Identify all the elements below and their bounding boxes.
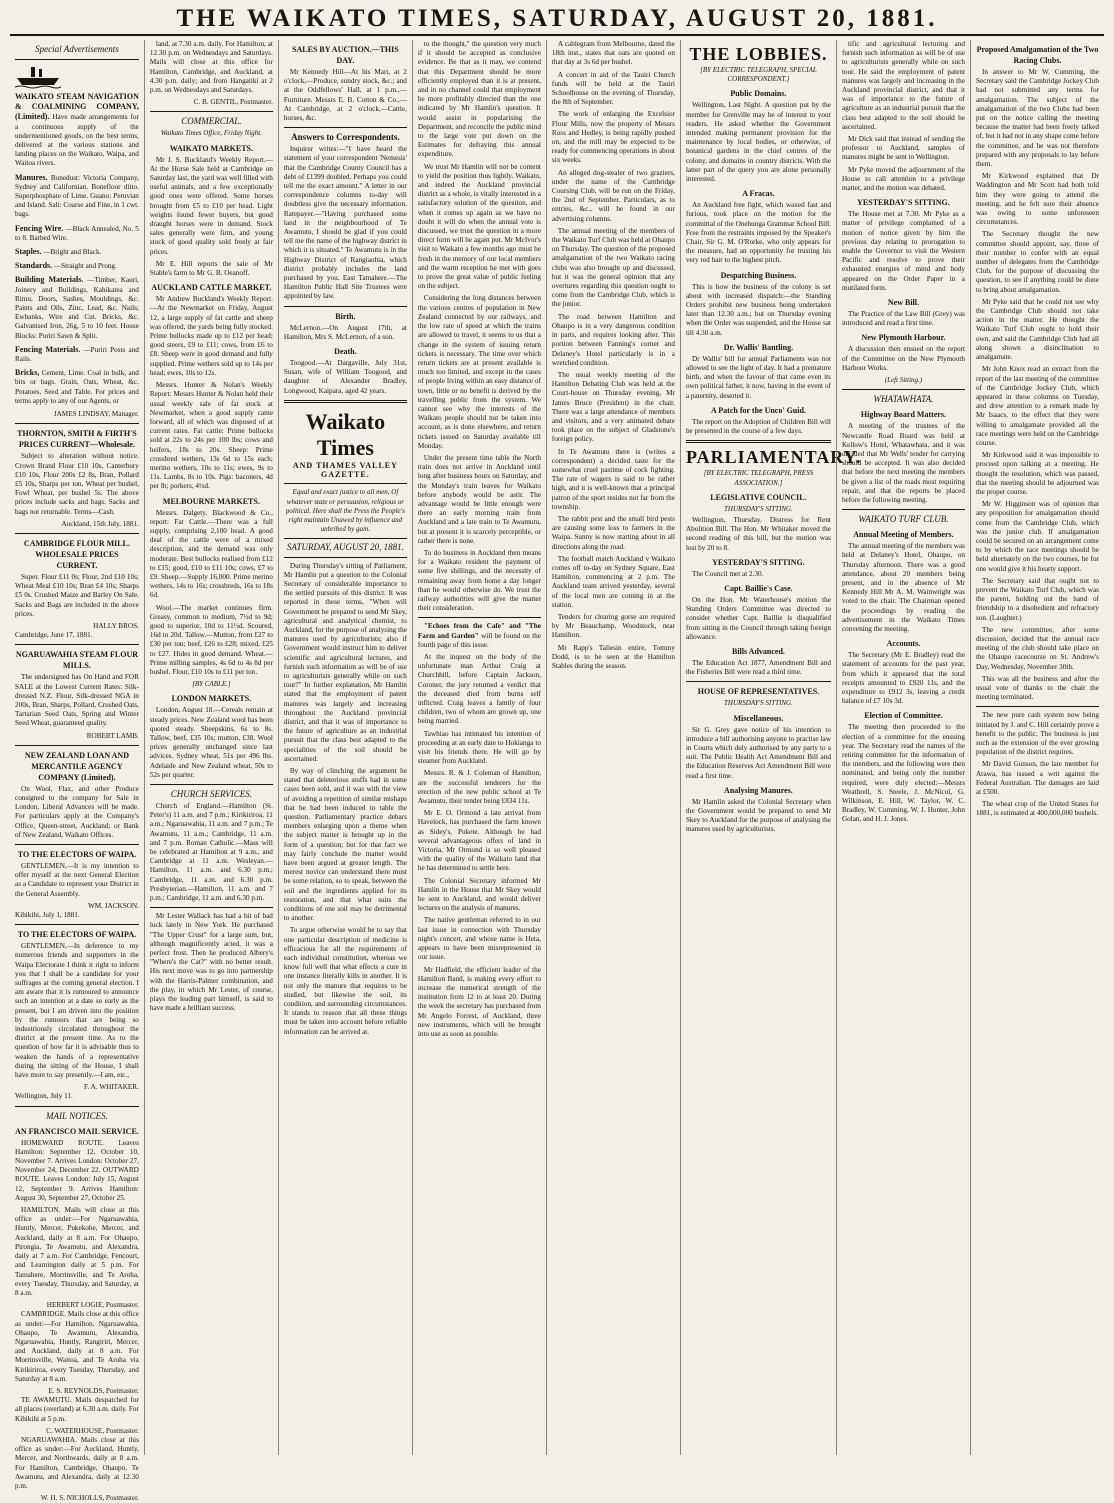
mail-body: CAMBRIDGE. Mails close at this office as under:—For Hamilton, Ngaruawahia, Ohaupo, Te Awamutu, Alexandra, Ngaruawahia, Huntly, Rangiriri, Mercer, and Auckland, daily at 8 a.m. For Morrinsville, Waitoa, and Te Aroha via Kirikiriroa, every Tuesday, Thursday, and Saturday at 8 a.m. xyxy=(15,1310,139,1383)
divider xyxy=(284,306,407,307)
section-heading: CHURCH SERVICES. xyxy=(170,789,253,800)
dateline: Kihikihi, July 1, 1881. xyxy=(15,911,80,919)
article-body: Wellington, Last Night. A question put by the member for Grenville may be of interest to your readers. He asked whether the Government intended making permanent provision for the maintenance by local bodies, or otherwise, of botanical gardens in the chief centres of the colony, and domains in country districts. With the latter part of the query you are alone personally interested. xyxy=(685,101,831,184)
divider xyxy=(15,59,139,60)
signature: E. S. REYNOLDS, Postmaster. xyxy=(48,1386,139,1395)
section-subheading: [BY ELECTRIC TELEGRAPH, PRESS ASSOCIATION.] xyxy=(703,469,814,487)
notice-heading: Birth. xyxy=(335,311,356,321)
dateline: Cambridge, June 17, 1881. xyxy=(15,631,93,640)
news-item: In Te Awamutu there is (writes a correspondent) a decided taste for the somewhat cruel pastime of cock fighting. The rate of wagers is said to be rather high, and it is well-known that a principal patron of the sport resides not far from the township. xyxy=(551,447,675,511)
divider xyxy=(284,483,407,484)
article-body: This is how the business of the colony is set about with increased dispatch:—the Standing Orders prohibit new business being undertaken later than 12.30 a.m.; but on Thursday evening when the Order was suspended, and the House sat till 4.30 a.m. xyxy=(685,282,831,337)
article-heading: A Patch for the Unco' Guid. xyxy=(710,405,806,415)
ad-body: Subject to alteration without notice. Crown Brand Flour £10 10s, Canterbury £10 10s, Flour 200s £2 8s, Bran, Pollard £5 10s, Sharps per ton, Wheat per bushel, Fowl Wheat, per bushel 5s. The above prices include sacks and bags. Sacks and bags not returnable. Terms—Cash. xyxy=(15,452,139,516)
ad-heading: TO THE ELECTORS OF WAIPA. xyxy=(17,930,137,940)
article-body: An Auckland free fight, which waxed fast and furious, took place on the motion for the committal of the Onehunga Grammar School Bill. Free from the restraints imposed by the Speaker's Chair, Sir G. M. O'Rorke, who only appears for the measure, had an opportunity for trusting his very red hair to the highest pitch. xyxy=(685,201,831,265)
article-heading: Public Domains. xyxy=(730,89,787,99)
divider xyxy=(976,706,1099,707)
divider xyxy=(150,907,273,908)
divider xyxy=(15,644,139,645)
ad-body: Super. Flour £11 0s; Flour, 2nd £10 10s; Wheat Meal £10 10s; Bran £4 10s; Sharps £5 0s. Crushed Maize and Barley On Sale. Sacks and Bags are included in the above prices. xyxy=(15,572,139,618)
article-body: Mr E. Hill reports the sale of Mr Stable's farm to Mr G. B. Oeanoff. xyxy=(149,259,273,278)
article-body: A discussion then ensued on the report of the Committee on the New Plymouth Harbour Works. xyxy=(841,345,965,372)
news-item: An alleged dog-stealer of two graziers, under the name of the Cambridge Coursing Club, will be run on the Friday, the 2nd of September. Particulars, as to entries, &c., will be found in our advertising columns. xyxy=(551,168,675,223)
ad-body: GENTLEMEN,—In deference to my numerous friends and supporters in the Waipa Electorate I think it right to inform you that I shall be a candidate for your suffrages at the coming general election. I am aware that it is rumoured to announce such an intention at a date so early as the present, but I am driven into the position by the rumours that are being so industriously circulated throughout the district at the present time. As to the question of how far it is advisable thus to weaken the hands of a representative during the sitting of the House, I shall have more to say presently.—I am, etc., xyxy=(15,942,139,1080)
signature: HERBERT LOGIE, Postmaster. xyxy=(46,1301,139,1310)
article-body: Mr Pyke said that he could not see why the Cambridge Club should not take action in the matter. He thought the Waikato Turf Club ought to hold their own, and said the Cambridge Club had all along shown a disinclination to amalgamate. xyxy=(975,297,1099,362)
article-body: The Practice of the Law Bill (Grey) was introduced and read a first time. xyxy=(841,310,965,328)
divider xyxy=(418,617,541,618)
divider xyxy=(284,557,407,558)
masthead xyxy=(10,4,1104,36)
article-body: The wheat crop of the United States for 1881, is estimated at 400,000,000 bushels. xyxy=(975,800,1099,818)
mail-body: HAMILTON. Mails will close at this office as under:—For Ngaruawahia, Huntly, Mercer, Pukekohe, Mercer, and Auckland, daily at 8 a.m. For Ohaupo, Pirongia, Te Awamutu, and Alexandra, daily at 7 a.m. For Cambridge, Fencourt, and Leamington daily at 5 p.m. For Tamahere, Morrinsville, and Te Aroha, every Tuesday, Thursday, and Saturday, at 8 a.m. xyxy=(15,1206,139,1297)
newspaper-title: Waikato Times xyxy=(305,408,386,460)
news-item: The road between Hamilton and Ohaupo is in a very dangerous condition in parts, and requires looking after. This portion between Fanning's corner and Delaney's Hotel particularly is in a wretched condition. xyxy=(551,312,675,367)
divider xyxy=(15,924,139,925)
section-subheading: [BY ELECTRIC TELEGRAPH, SPECIAL CORRESPONDENT.] xyxy=(700,66,817,84)
notice-body: Toogood.—At Dargaville, July 31st, Susan, wife of William Toogood, and daughter of Alexander Bradley, Longwood, Kaipara, aged 42 years. xyxy=(283,359,407,395)
signature: W. H. S. NICHOLLS, Postmaster. xyxy=(40,1494,139,1503)
news-item: A concert in aid of the Tauiri Church funds will be held at the Tauiri Schoolhouse on the evening of Thursday, the 8th of September. xyxy=(551,70,675,107)
article-body: Mr Kirkwood said it was impossible to proceed upon talking at a meeting. He thought the resolution, which was passed, that the meeting should be adjourned was the proper course. xyxy=(975,451,1099,496)
divider xyxy=(284,538,407,539)
section-heading: THE LOBBIES. xyxy=(689,44,828,64)
signature: C. WATERHOUSE, Postmaster. xyxy=(46,1426,139,1435)
news-item: The native gentleman referred to in our last issue in connection with Thursday night's concert, and whose name is Heta, appears to have been misrepresented in our issue. xyxy=(417,916,541,962)
divider xyxy=(842,389,965,390)
newspaper-subtitle: AND THAMES VALLEY GAZETTE. xyxy=(292,460,398,480)
article-heading: YESTERDAY'S SITTING. xyxy=(712,557,805,567)
leader-paragraph: Under the present time table the North train does not arrive in Auckland until long after business hours on Saturday, and the Monday's train leaves for Waikato before anybody would be astir. The advantage would be little enough were there an early morning train from Auckland and a late train to Te Awamutu, but at present it is scarcely perceptible, or rather there is none. xyxy=(417,453,541,545)
article-body: The Secretary thought the new committee should appoint, say, three of their number to confer with an equal number of delegates from the Cambridge Club, for the purpose of discussing the question, to see if anything could be done to bring about amalgamation. xyxy=(975,230,1099,294)
article-body: The new pure cash system now being initiated by J. and C. Hill certainly prove a benefit to the public. The business is just such as the extension of the ever growing population of the district requires. xyxy=(975,711,1099,757)
news-item: At the inquest on the body of the unfortunate man Arthur Craig at Churchhill, before Captain Jackson, Coroner, the jury returned a verdict that the deceased died from burns self inflicted. Craig leaves a family of four children, two of whom are grown up, one being married. xyxy=(417,653,541,726)
news-item: The rabbit pest and the small bird pests are causing some loss to farmers in the Waipa. Sunny is now starting about in all directions along the road. xyxy=(551,514,675,551)
article-heading: Bills Advanced. xyxy=(731,646,785,656)
news-item: Mr Hadfield, the efficient leader of the Hamilton Band, is making every effort to increase the numerical strength of the institution from 12 to at least 20. During the week the secretary has purchased from Mr Angelo Forrest, of Auckland, three new instruments, which will be brought into use as soon as possible. xyxy=(417,965,541,1038)
mail-heading: MAIL NOTICES. xyxy=(46,1110,108,1121)
article-body: The annual meeting of the members was held at Delaney's Hotel, Ohaupo, on Thursday afternoon. There was a good attendance, about 20 members being present, and in the absence of Mr Kennedy Hill Mr A. M. Wainwright was voted to the chair. The Chairman opened the proceedings by reading the advertisement in the Waikato Times convening the meeting. xyxy=(841,542,965,633)
column-5 xyxy=(546,40,680,1455)
mail-body: HOMEWARD ROUTE. Leaves Hamilton: September 12, October 10, November 7. Arrives London: October 27, November 24, December 22. OUTWARD ROUTE. Leaves London: July 15, August 12, September 9. Arrives Hamilton: August 30, September 27, October 25. xyxy=(15,1138,139,1202)
ad-heading: CAMBRIDGE FLOUR MILL. WHOLESALE PRICES CURRENT. xyxy=(23,538,130,570)
news-item: "Echoes from the Cafe" and "The Farm and Garden" will be found on the fourth page of this issue. xyxy=(417,622,541,649)
news-item: The usual weekly meeting of the Hamilton Debating Club was held at the Court-house on Thursday evening, Mr James Bruce (President) in the chair. There was a large attendance of members and visitors, and a very animated debate took place on the subject of Gladstone's foreign policy. xyxy=(551,370,675,444)
divider xyxy=(15,1106,139,1107)
signature: F. A. WHITAKER. xyxy=(84,1083,139,1092)
column-1 xyxy=(10,40,144,1503)
ad-heading: NEW ZEALAND LOAN AND MERCANTILE AGENCY COMPANY (Limited). xyxy=(24,750,129,782)
column-6 xyxy=(680,40,862,1455)
article-body: Mr Lester Wallack has had a bit of bad luck lately in New York. He purchased "The Upper Crust" for a large sum, but, although magnificently acted, it was a perfect frost. Then he produced Albery's "Where's the Cat?" with no better result. His next move was to go into partnership with the Harris-Palmer combination, and the play, in which Mr Lester, of course, plays the leading part himself, is said to have made a brilliant success. xyxy=(149,912,273,1013)
article-body: Mr W. Higginson was of opinion that any proposition for amalgamation should come from the Cambridge Club, which was the junior club. If amalgamation could be secured on an arrangement come to by which the race meetings should be held alternately on the two courses, he for one would give it his hearty support. xyxy=(975,500,1099,573)
article-body: Mr Kirkwood explained that Dr Waddington and Mr Scott had both told him they were going to attend the meeting, and he felt sure their absence was owing to some unforeseen circumstances. xyxy=(975,172,1099,227)
newspaper-date: SATURDAY, AUGUST 20, 1881. xyxy=(286,542,404,553)
article-body: tific and agricultural lecturing and furnish such information as will be of use to agriculturists generally while on such tour. He said the employment of patent manures was largely and increasing in the Auckland provincial district, and that it was of importance to the future of agriculture as an industrial pursuit that the class best adapted to the soil should be ascertained. xyxy=(841,40,965,131)
article-subheading: [BY CABLE.] xyxy=(192,680,231,689)
mail-body: NGARUAWAHIA. Mails close at this office as under:—For Auckland, Huntly, Mercer, and Northwards, daily at 8 a.m. For Hamilton, Cambridge, Ohaupo, Te Awamutu, and Alexandra, daily at 12.30 p.m. xyxy=(15,1435,139,1490)
article-body: Mr David Gunson, the late member for Arawa, has issued a writ against the Federal Australian. The damages are laid at £500. xyxy=(975,760,1099,797)
column-4 xyxy=(412,40,546,1455)
article-body: Mr Kennedy Hill—At his Mart, at 2 o'clock,—Produce, sundry stock, &c.; and at the Oddfellows' Hall, at 1 p.m.,—Furniture. Messrs E. B. Cotton & Co.,—At Cambridge, at 2 o'clock,—Cattle, horses, &c. xyxy=(283,68,407,123)
ad-heading: NGARUAWAHIA STEAM FLOUR MILLS. xyxy=(15,650,139,671)
divider xyxy=(15,745,139,746)
article-body: The Secretary said that ought not to prevent the Waikato Turf Club, which was the parent, holding out the hand of friendship to a disobedient and refractory son. (Laughter.) xyxy=(975,576,1099,622)
ad-heading: TO THE ELECTORS OF WAIPA. xyxy=(17,849,137,859)
article-body: The Education Act 1877, Amendment Bill and the Fisheries Bill were read a third time. xyxy=(685,658,831,677)
article-heading: LEGISLATIVE COUNCIL. xyxy=(710,492,807,502)
news-item: Tenders for clearing gorse are required by Mr Beauchamp, Woodstock, near Hamilton. xyxy=(551,612,675,640)
article-heading: Highway Board Matters. xyxy=(860,410,946,420)
article-heading: Accounts. xyxy=(886,639,921,649)
article-subheading: THURSDAY'S SITTING. xyxy=(724,699,793,708)
article-body: On the Hon. Mr Waterhouse's motion the Standing Orders Committee was directed to consider whether Capt. Baillie is disqualified from sitting in the Council through taking foreign allowance. xyxy=(685,595,831,641)
article-body: London, August 18.—Cereals remain at steady prices. New Zealand wool has been quoted steady. Sheepskins, 6s to 8s. Tallow, beef, £35 10s; mutton, £38. Wool prices generally unchanged since last advices. Sydney wheat, 51s per 496 lbs. Adelaide and New Zealand wheat, 50s to 52s per quarter. xyxy=(149,706,273,779)
section-heading: PARLIAMENTARY. xyxy=(685,447,862,468)
article-body: The Council met at 2.30. xyxy=(691,569,764,578)
leader-paragraph: To argue otherwise would be to say that one particular description of medicine is efficacious for all the requirements of each individual constitution, whereas we know full well that what effects a cure in one instance literally kills in another. It is not only the manure that requires to be studied, but likewise the soil, its condition, and surrounding circumstances. It stands to reason that all these things must be taken into account before reliable information can be arrived at. xyxy=(283,926,407,1036)
divider xyxy=(686,440,831,443)
article-body: Wool.—The market continues firm. Greasy, common to medium, 7½d to 9d; good to superior, 10d to 11½d. Scoured, 16d to 20d. Tallow.—Mutton, from £27 to £30 per ton; beef, £26 to £28; mixed, £25 to £27. Hides in good demand. Wheat.—Prime milling samples, 4s 6d to 4s 8d per bushel. Flour, £10 10s to £11 per ton. xyxy=(149,603,273,676)
news-item: The work of enlarging the Excelsior Flour Mills, now the property of Messrs Ross and Hedley, is being rapidly pushed on, and the mill may be expected to be ready for commencing operations in about six weeks. xyxy=(551,110,675,165)
mail-body: TE AWAMUTU. Mails despatched for all places (overland) at 6.30 a.m. daily. For Kihikihi at 5 p.m. xyxy=(15,1396,139,1423)
article-heading: AUCKLAND CATTLE MARKET. xyxy=(151,283,272,293)
article-heading: Capt. Baillie's Case. xyxy=(724,583,793,593)
column-7 xyxy=(836,40,970,1455)
news-item: The annual meeting of the members of the Waikato Turf Club was held at Ohaupo on Thursday. The question of the proposed amalgamation of the two Waikato racing clubs was also brought up and discussed, but it was the general opinion that any overtures regarding this question ought to come from the Cambridge Club, which is the junior. xyxy=(551,226,675,309)
article-body: The report on the Adoption of Children Bill will be presented in the course of a few days. xyxy=(685,417,831,436)
divider xyxy=(15,533,139,534)
signature: WM. JACKSON. xyxy=(87,901,139,910)
news-item: Mr E. O. Ormond a late arrival from Havelock, has purchased the farm known as Sidey's, Pukete. Although he had several advantageous offers of land in Victoria, Mr Ormond is so well pleased with the quality of the Waikato land that he has determined to settle here. xyxy=(417,809,541,873)
notice-body: McLernon.—On August 17th, at Hamilton, Mrs S. McLernon, of a son. xyxy=(283,323,407,341)
article-body: Mr Hamlin asked the Colonial Secretary when the Government would be prepared to send Mr Skey to Auckland for the purpose of analysing the manures used by agriculturists. xyxy=(685,797,831,834)
leader-paragraph: During Thursday's sitting of Parliament, Mr Hamlin put a question to the Colonial Secretary of considerable importance to the settled pursuits of this district. It was reported in these terms, "When will Government be prepared to send Mr Skey, agricultural and analytical chemist, to Auckland, for the purpose of analysing the manures used by agriculturists; also if Government would instruct him to deliver scientific and agricultural lectures, and furnish such information as will be of use to agriculturists generally while on such tour?" In further explanation, Mr Hamlin stated that the employment of patent manures was largely and increasing throughout the Auckland provincial district, and that it was of importance to the future of agriculture as an industrial pursuit that the class best adapted to the specialities of the soil should be ascertained. xyxy=(283,561,407,763)
mail-body: land, at 7.30 a.m. daily. For Hamilton, at 12.30 p.m. on Wednesdays and Saturdays. Mails will close at this office for Hamilton, Cambridge, and Auckland, at 4.30 p.m. daily; and from Hangatiki at 2 p.m. on Wednesdays and Saturdays. xyxy=(149,40,273,95)
article-body: This was all the business and after the usual vote of thanks to the chair the meeting terminated. xyxy=(975,674,1099,702)
article-body: Sir G. Grey gave notice of his intention to introduce a bill authorising anyone to practise law in Courts which duly authorised by any party to a suit. The Public Health Act Amendment Bill and the Education Reserves Act Amendment Bill were read a first time. xyxy=(685,725,831,780)
article-heading: WAIKATO MARKETS. xyxy=(169,143,254,153)
article-heading: Answers to Correspondents. xyxy=(291,132,400,143)
ad-body: GENTLEMEN,—It is my intention to offer myself at the next General Election as a Candidate to represent your District in the General Assembly. xyxy=(15,861,139,898)
ad-item: Standards. —Straight and Prong. xyxy=(15,261,117,271)
leader-paragraph: to the thought," the question very much if it should be accepted as conclusive evidence. Be that as it may, we contend that this Department should be more efficiently employed than it is at present, and in no channel could that employment be more profitably directed than the one indicated by Mr Hamlin's question. It would assist in popularising the Department, and reconcile the public mind to the large vote put down on the Estimates for defraying this annual expenditure. xyxy=(417,40,541,159)
article-body: Church of England.—Hamilton (St. Peter's) 11 a.m. and 7 p.m.; Kirikiriroa, 11 a.m.; Ngaruawahia, 11 a.m. and 7 p.m.; Te Awamutu, 11 a.m.; Cambridge, 11 a.m. and 7 p.m. Roman Catholic.—Mass will be celebrated at Hamilton at 9 a.m., and Cambridge at 11 a.m. Wesleyan.—Hamilton, 11 a.m. and 6.30 p.m.; Cambridge, 11 a.m. and 6.30 p.m. Presbyterian.—Hamilton, 11 a.m. and 7 p.m.; Cambridge, 11 a.m. and 6.30 p.m. xyxy=(149,802,273,903)
article-note: (Left Sitting.) xyxy=(884,376,923,385)
newspaper-motto: Equal and exact justice to all men, Of whatever state or persuasion, religious or political. Here shall the Press the People's right maintain Unawed by influence and unbribed by gain. xyxy=(285,488,405,534)
article-body: Mr Pyke moved the adjournment of the House to call attention to a privilege matter, and the motion was debated. xyxy=(841,165,965,193)
article-body: Dr Wallis' bill for annual Parliaments was not allowed to see the light of day. It had a premature birth, and when the favour of that came even its own political father, it now, having in the event of a paternity, deserted it. xyxy=(685,354,831,400)
article-heading: HOUSE OF REPRESENTATIVES. xyxy=(697,687,820,697)
mail-subheading: AN FRANCISCO MAIL SERVICE. xyxy=(15,1126,139,1136)
article-body: The new committee, after some discussion, decided that the annual race meeting of the club should take place on the Ohaupo racecourse on St. Andrew's Day, Wednesday, November 30th. xyxy=(975,625,1099,671)
steamship-icon xyxy=(15,64,139,90)
article-body: Mr Andrew Buckland's Weekly Report.—At the Newmarket on Friday, August 12, a large supply of fat cattle and sheep was offered, the yards being fully stocked. Prime bullocks made up to £12 per head; good steers, £9 to £11; cows, from £6 to £8. Sheep were in good demand and fully supplied. Prime wethers sold up to 14s per head; ewes, 10s to 12s. xyxy=(149,295,273,377)
leader-paragraph: Considering the long distances between the various centres of population in New Zealand connected by our railways, and the low rate of speed at which the trains are allowed to travel, it seems to us that a change in the system of issuing return tickets is necessary. The time over which return tickets are at present available is much too limited, and except in the cases of people living within an easy distance of town, little or no benefit is derived by the travelling public from the system. We cannot see why the interests of the Waikato people should not be taken into account, as is done elsewhere, and return tickets issued on Saturday available till Monday. xyxy=(417,294,541,450)
ad-item: Fencing Wire. —Black Annealed, No. 5 to 8. Barbed Wire. xyxy=(15,223,139,242)
column-3 xyxy=(278,40,412,1455)
section-heading: Special Advertisements xyxy=(35,44,119,54)
page-columns xyxy=(10,40,1104,1503)
article-body: In answer to Mr W. Cumming, the Secretary said the Cambridge Jockey Club had not submitted any terms for amalgamation. The subject of the amalgamation of the two Clubs had been put on the notice calling the meeting because the matter had been freely talked of, but it had not in any shape come before the committee, and he was not therefore prepared with any proposals to lay before them. xyxy=(975,68,1099,169)
leader-paragraph: By way of clinching the argument he stated that deleterious stuffs had in some cases been sold, and it was with the view of avoiding a repetition of similar mishaps that he had been induced to table the question. Parliamentary practice debars members enlarging upon a theme when the subject matter is brought up in the form of a question; but for that fact we may fairly conclude the matter would have been argued at greater length. The merest novice can understand there must be some relation, so to speak, between the soil and the ingredients applied for its restoration, and that what suits the conditions of one soil may be detrimental to another. xyxy=(283,766,407,923)
article-heading: Miscellaneous. xyxy=(733,713,784,723)
divider xyxy=(686,681,831,682)
signature: ROBERT LAMB. xyxy=(86,731,139,740)
news-item: The football match Auckland v Waikato comes off to-day on Sydney Square, East Hamilton, commencing at 2 p.m. The Auckland team arrived yesterday, several of the local men are coming in at the station. xyxy=(551,554,675,609)
leader-paragraph: To do business in Auckland then means for a Waikato resident the payment of some five shillings, and the necessity of remaining away from home a day longer than he would otherwise do. We trust the railway authorities will give the matter their consideration. xyxy=(417,548,541,613)
divider xyxy=(150,111,273,112)
article-heading: New Bill. xyxy=(887,298,919,308)
divider xyxy=(15,844,139,845)
article-body: Inquirer writes:—"I have heard the statement of your correspondent 'Nemesis' that the Cambridge County Council has a debt of £1399 doubled. Perhaps you could tell me the exact amount." A letter in our correspondence columns to-day will doubtless give the necessary information. Ratepayer.—"Having purchased some land in the neighbourhood of Te Awamutu, I should be glad if you could tell me the name of the highway district in which it is situated." Te Awamutu is in the Highway District of Rangiaohia, which district probably includes the land purchased by you. East Tamahere.—The Hamilton Public Hall Site Trustees were appointed by law. xyxy=(283,145,407,301)
article-heading: Despatching Business. xyxy=(720,270,797,280)
article-heading: Analysing Manures. xyxy=(724,785,793,795)
divider xyxy=(284,400,407,403)
ad-item: Manures. Bonedust: Victoria Company, Sydney and Californian. Bonefloor ditto. Superphosphate of Lime. Guano: Peruvian and Island. Salt: Coarse and Fine, in 1 cwt. bags. xyxy=(15,172,139,219)
section-heading: WHATAWHATA. xyxy=(873,394,934,405)
article-body: Mr Dick said that instead of sending the professor to Auckland, samples of manures might be sent to Wellington. xyxy=(841,135,965,162)
dateline: Wellington, July 11. xyxy=(15,1092,73,1101)
column-2 xyxy=(144,40,278,1455)
divider xyxy=(150,784,273,785)
article-body: The Secretary (Mr E. Bradley) read the statement of accounts for the past year, from which it appeared that the total receipts amounted to £920 11s, and the expenditure to £912 3s, leaving a credit balance of £7 10s 3d. xyxy=(841,651,965,706)
article-heading: LONDON MARKETS. xyxy=(171,694,252,704)
divider xyxy=(15,423,139,424)
article-heading: Election of Committee. xyxy=(864,711,943,721)
section-heading: WAIKATO TURF CLUB. xyxy=(858,514,949,525)
divider xyxy=(842,509,965,510)
ad-item: Building Materials. —Timber, Kauri, Joinery and Buildings, Kahikatea and Rimu, Doors, Sashes, Mouldings, &c. Paints and Oils, Zinc, Lead, &c. Nails; Ewbanks, Wire and Cut. Bricks, &c. Galvanised Iron, 26g, 5 to 10 feet. House Blocks: Puriri Sawn & Split. xyxy=(15,275,139,340)
article-heading: Annual Meeting of Members. xyxy=(853,530,954,540)
ad-item: Staples. —Bright and Black. xyxy=(15,247,102,257)
article-body: Mr John Knox read an extract from the report of the last meeting of the committee of the Cambridge Jockey Club, which appeared in these columns on Tuesday, and drew attention to a remark made by Mr Isaacs, to the effect that they were willing to amalgamate provided all the race meetings were held on the Cambridge course. xyxy=(975,365,1099,447)
ad-item: Bricks, Cement, Lime. Coal in bulk, and bits or bags. Grain, Oats, Wheat, &c. Potatoes, Seed and Table. For prices and terms apply to any of our Agents, or xyxy=(15,368,139,405)
article-body: Mr J. S. Buckland's Weekly Report.—At the Horse Sale held at Cambridge on Saturday last, the yard was well filled with useful animals, and a few exceptionally good ones were offered. Some horses brought from £5 to £10 per head. Light weights found fewer buyers, but good draught horses were in demand. Stock sales generally were firm, and young stock of good quality sold freely at fair prices. xyxy=(149,155,273,256)
article-heading: SALES BY AUCTION.—THIS DAY. xyxy=(292,45,399,65)
article-heading: New Plymouth Harbour. xyxy=(861,333,946,343)
notice-heading: Death. xyxy=(334,347,357,357)
leader-paragraph: We trust Mr Hamlin will not be content to yield the position thus lightly. Waikato, and indeed the Auckland provincial district as a whole, is vitally interested in a satisfactory solution of the question, and when it comes up again as we have no doubt it will do when the annual vote is discussed, we trust the question in a more direct form will be again put. Mr McIvor's visit to Waikato a few months ago must be fresh in the memory of our local members and the warm reception he met with goes to prove the great value of public feeling on the subject. xyxy=(417,162,541,291)
news-item: Tawhiao has intimated his intention of proceeding at an early date to Hokianga to visit his friends there. He will go by steamer from Auckland. xyxy=(417,729,541,766)
signature: C. B. GENTIL, Postmaster. xyxy=(193,98,273,107)
article-body: A meeting of the trustees of the Newcastle Road Board was held at Kellow's Hotel, Whatawhata, and it was decided that Mr Wells' tender for carrying should be accepted. It was also decided that before the next meeting the members be given a list of the roads most requiring repair, and that the reports be placed before the following meeting. xyxy=(841,422,965,504)
news-item: The Colonial Secretary informed Mr Hamlin in the House that Mr Skey would be sent to Auckland, and would deliver lectures on the analysis of manures. xyxy=(417,876,541,913)
ad-heading: THORNTON, SMITH & FIRTH'S PRICES CURRENT—Wholesale. xyxy=(17,429,137,450)
section-subheading: Waikato Times Office, Friday Night. xyxy=(160,129,262,138)
masthead-title: THE WAIKATO TIMES, SATURDAY, AUGUST 20, 1881. xyxy=(176,5,938,32)
article-heading: Proposed Amalgamation of the Two Racing Clubs. xyxy=(976,45,1099,65)
article-body: The meeting then proceeded to the election of a committee for the ensuing year. The Secretary read the names of the retiring committee for the information of the members, and the following were then nominated, and being only the number required, were duly elected:—Messrs Weathrell, S. Steele, J. McNicol, G. Wilkinson, E. Hill, W. Taylor, W. C. Bradley, W. Cumming, W. J. Hunter, John Golan, and H. J. Jones. xyxy=(841,723,965,824)
ad-body: The undersigned has On Hand and FOR SALE at the Lowest Current Rates: Silk-dressed N.Z. Flour, Silk-dressed NGA in 200s, Bran, Sharps, Pollard, Crushed Oats, Tartarian Seed Oats, Spring and Winter Seed Wheat, guaranteed quality. xyxy=(15,673,139,728)
column-8 xyxy=(970,40,1104,1455)
signature: JAMES LINDSAY, Manager. xyxy=(53,410,139,419)
article-body: Messrs. Hunter & Nolan's Weekly Report: Messrs Hunter & Nolan held their usual weekly sale of fat stock at Newmarket, when a good supply came forward, all of which was disposed of at current rates. Fat cattle: Prime bullocks sold at 22s to 24s per 100 lbs; cows and heifers, 18s to 20s. Sheep: Prime crossbred wethers, 13s 6d to 15s each; merino wethers, 10s to 11s; ewes, 9s to 11s. Lambs, 8s to 10s. Pigs: baconers, 4d per lb; porkers, 4½d. xyxy=(149,381,273,491)
article-subheading: THURSDAY'S SITTING. xyxy=(724,504,793,513)
article-body: Messrs. Dalgety, Blackwood & Co., report: Fat Cattle.—There was a full supply, comprising 2,100 head. A good deal of the cattle were of a mixed description, and the demand was only moderate. Best bullocks realised from £12 to £15; good, £10 to £11 10s; cows, £7 to £9. Sheep.—Supply 16,000. Prime merino wethers, 14s to 16s; crossbreds, 16s to 18s 6d. xyxy=(149,508,273,600)
section-heading: COMMERCIAL. xyxy=(181,116,242,127)
article-heading: YESTERDAY'S SITTING. xyxy=(857,198,950,208)
news-item: Messrs. R. & J. Coleman of Hamilton, are the successful tenderers for the erection of the new public school at Te Awamutu, their tender being £834 11s. xyxy=(417,769,541,806)
article-heading: Dr. Wallis' Bantling. xyxy=(723,342,794,352)
news-item: Mr Rapp's Taliesin entire, Tommy Dodd, is to be seen at the Hamilton Stables during the season. xyxy=(551,643,675,670)
article-heading: MELBOURNE MARKETS. xyxy=(162,496,260,506)
signature: Auckland, 15th July, 1881. xyxy=(61,519,139,528)
ad-item: WAIKATO STEAM NAVIGATION & COALMINING COMPANY, (Limited). Have made arrangements for a continuous supply of the undermentioned goods, on the best terms, delivered at the various stations and landing places on the Waikato, Waipa, and Waitoa rivers. xyxy=(15,92,139,168)
article-body: The House met at 7.30. Mr Pyke as a matter of privilege complained of a motion of notice given by him the previous day relating to prorogation to enable the Governor to visit the Western Pacific and resolve to prove their exhausted energies of mind and body appeared on the Order Paper in a mutilated form. xyxy=(841,210,965,292)
ad-item: Fencing Materials. —Puriri Posts and Rails. xyxy=(15,344,139,364)
article-heading: A Fracas. xyxy=(742,189,775,199)
signature: HALLY BROS. xyxy=(93,621,139,630)
divider xyxy=(284,127,407,128)
news-item: A cablegram from Melbourne, dated the 18th inst., states that oats are quoted on that day at 3s 6d per bushel. xyxy=(551,40,675,67)
article-body: Wellington, Thursday. Distress for Rent Abolition Bill. The Hon. Mr Whitaker moved the second reading of this bill, but the motion was lost by 20 to 8. xyxy=(685,515,831,552)
ad-body: On Wool, Flax, and other Produce consigned to the company for Sale in London, Liberal Advances will be made. For particulars apply at the Company's Office, Queen-street, Auckland; or Bank of New Zealand, Waikato Offices. xyxy=(15,784,139,839)
